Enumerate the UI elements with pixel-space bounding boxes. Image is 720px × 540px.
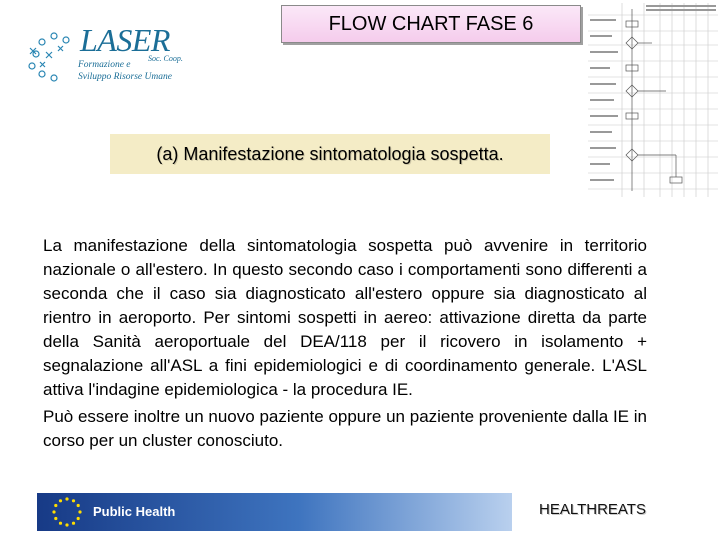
laser-logo: [22, 18, 192, 88]
logo-brand: LASER: [80, 22, 170, 58]
page-title: FLOW CHART FASE 6: [281, 5, 581, 43]
flowchart-thumbnail: [586, 1, 720, 199]
public-health-banner: [37, 493, 512, 531]
healthreats-label: HEALTHREATS: [539, 501, 646, 518]
public-health-label: Public Health: [93, 504, 176, 519]
body-text: [43, 234, 647, 453]
section-subtitle: (a) Manifestazione sintomatologia sospetta.: [110, 134, 550, 174]
body-paragraph-2: Può essere inoltre un nuovo paziente oppure un paziente proveniente dalla IE in corso per un cluster conosciuto.: [43, 407, 647, 450]
body-paragraph-1: La manifestazione della sintomatologia sospetta può avvenire in territorio nazionale o all'estero. In questo secondo caso i comportamenti sono differenti a seconda che il caso sia diagnosticato all'estero oppure sia diagnosticato al rientro in aeroporto. Per sintomi sospetti in aereo: attivazione diretta da parte della Sanità aeroportuale del DEA/118 per il ricovero in isolamento + segnalazione all'ASL a fini epidemiologici e di coordinamento generale. L'ASL attiva l'indagine epidemiologica - la procedura IE.: [43, 236, 647, 399]
star-circle-emblem-icon: [22, 18, 82, 88]
flowchart-diagram-icon: [586, 1, 720, 199]
logo-tagline-1: Formazione e: [78, 60, 131, 70]
logo-suffix: Soc. Coop.: [148, 54, 183, 63]
logo-tagline-2: Sviluppo Risorse Umane: [78, 72, 172, 82]
eu-star-circle-icon: [47, 495, 87, 529]
